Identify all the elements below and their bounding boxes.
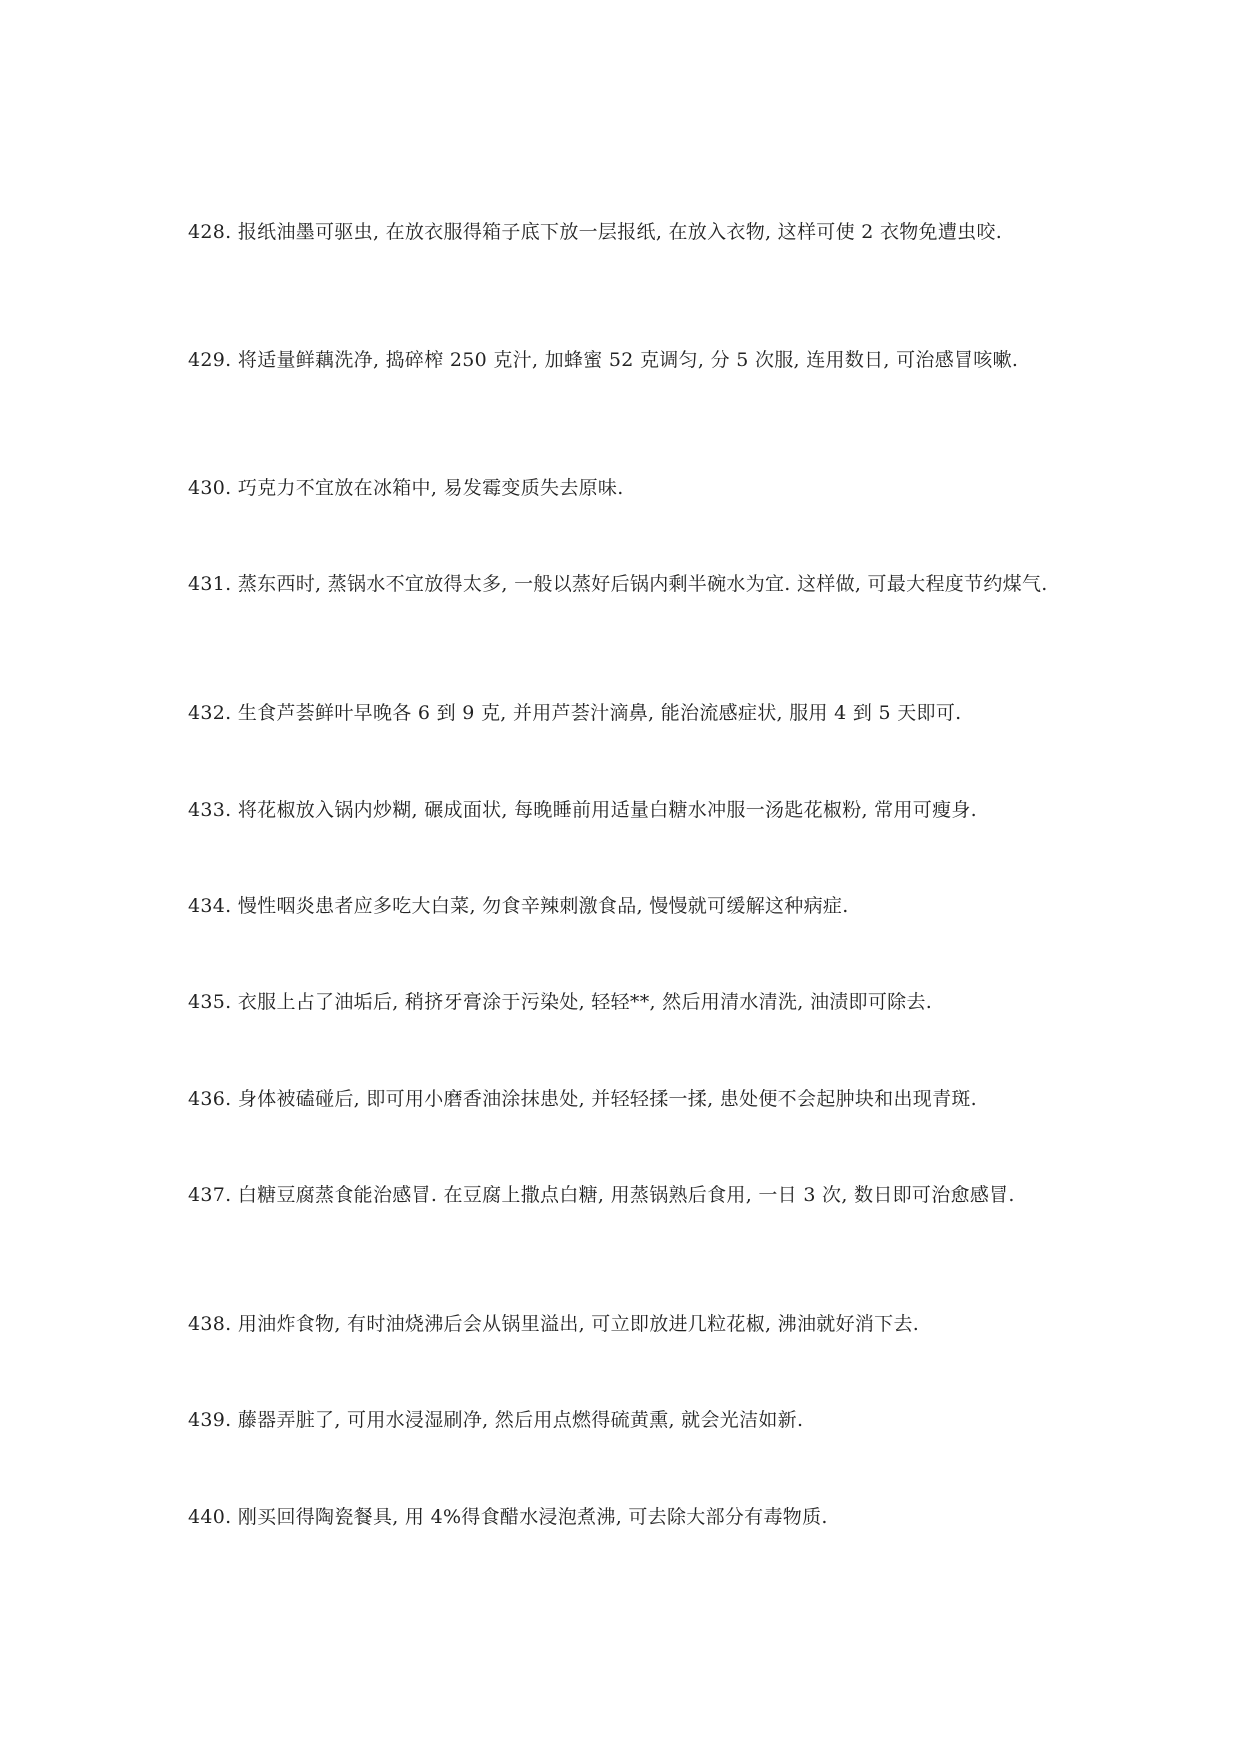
tip-431: 431. 蒸东西时, 蒸锅水不宜放得太多, 一般以蒸好后锅内剩半碗水为宜. 这样做, 可最大程度节约煤气. (188, 573, 1048, 595)
tip-439: 439. 藤器弄脏了, 可用水浸湿刷净, 然后用点燃得硫黄熏, 就会光洁如新. (188, 1409, 804, 1431)
tip-432: 432. 生食芦荟鲜叶早晚各 6 到 9 克, 并用芦荟汁滴鼻, 能治流感症状, 服用 4 到 5 天即可. (188, 702, 962, 724)
tip-435: 435. 衣服上占了油垢后, 稍挤牙膏涂于污染处, 轻轻**, 然后用清水清洗, 油渍即可除去. (188, 991, 933, 1013)
tip-433: 433. 将花椒放入锅内炒糊, 碾成面状, 每晚睡前用适量白糖水冲服一汤匙花椒粉, 常用可瘦身. (188, 799, 978, 821)
tip-430: 430. 巧克力不宜放在冰箱中, 易发霉变质失去原味. (188, 477, 624, 499)
tip-438: 438. 用油炸食物, 有时油烧沸后会从锅里溢出, 可立即放进几粒花椒, 沸油就好消下去. (188, 1313, 920, 1335)
tip-428: 428. 报纸油墨可驱虫, 在放衣服得箱子底下放一层报纸, 在放入衣物, 这样可使 2 衣物免遭虫咬. (188, 221, 1003, 243)
tip-429: 429. 将适量鲜藕洗净, 捣碎榨 250 克汁, 加蜂蜜 52 克调匀, 分 5 次服, 连用数日, 可治感冒咳嗽. (188, 349, 1019, 371)
tip-437: 437. 白糖豆腐蒸食能治感冒. 在豆腐上撒点白糖, 用蒸锅熟后食用, 一日 3 次, 数日即可治愈感冒. (188, 1184, 1015, 1206)
tip-440: 440. 刚买回得陶瓷餐具, 用 4%得食醋水浸泡煮沸, 可去除大部分有毒物质. (188, 1506, 828, 1528)
tip-436: 436. 身体被磕碰后, 即可用小磨香油涂抹患处, 并轻轻揉一揉, 患处便不会起肿块和出现青斑. (188, 1088, 978, 1110)
tip-434: 434. 慢性咽炎患者应多吃大白菜, 勿食辛辣刺激食品, 慢慢就可缓解这种病症. (188, 895, 849, 917)
